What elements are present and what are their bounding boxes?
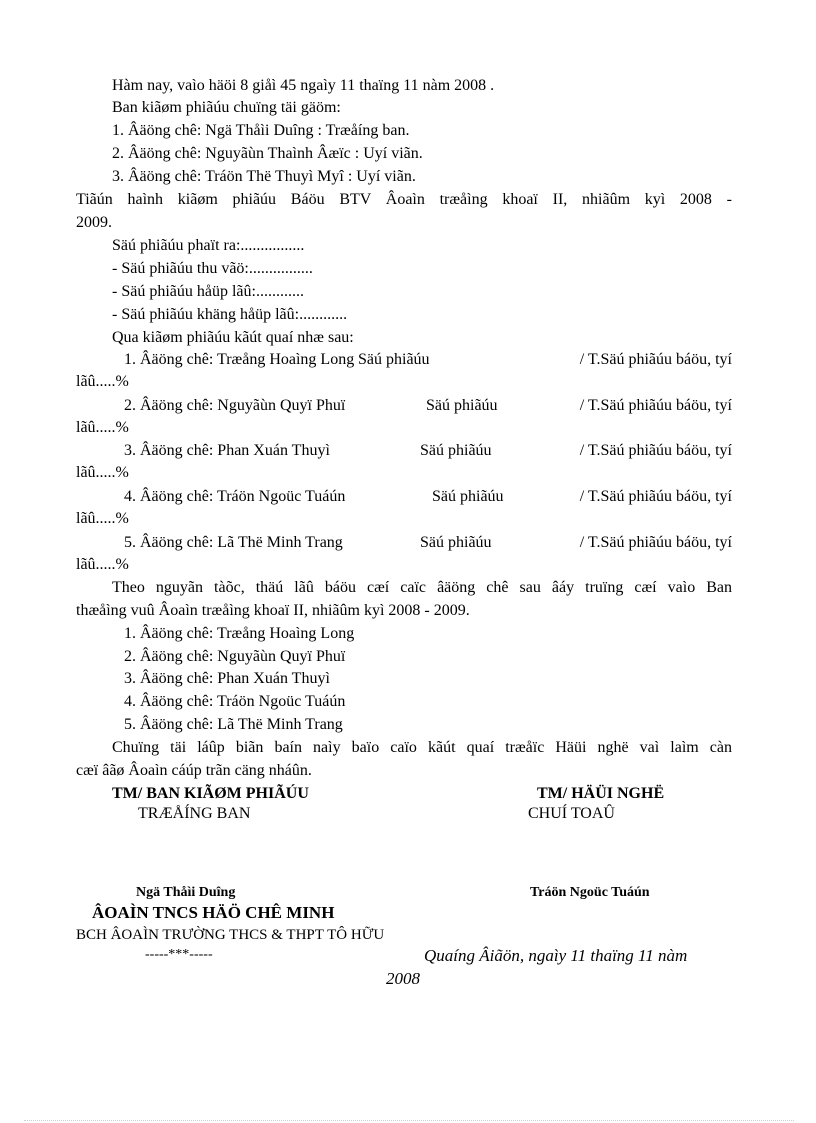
- ballots-valid: - Säú phiãúu håüp lãû:............: [112, 283, 304, 300]
- candidate-percent: lãû.....%: [76, 556, 129, 573]
- committee-heading: Ban kiãøm phiãúu chuïng täi gäöm:: [112, 99, 341, 116]
- school-name: BCH ÂOAÌN TRƯỜNG THCS & THPT TÔ HỮU: [76, 927, 385, 943]
- proceed-line: Tiãún haình kiãøm phiãúu Báöu BTV Âoaìn træåìng khoaï II, nhiãûm kyì 2008 -: [76, 191, 732, 208]
- votes-label: Säú phiãúu: [420, 534, 492, 551]
- proceed-line-end: 2009.: [76, 214, 112, 231]
- org-name: ÂOAÌN TNCS HÄÖ CHÊ MINH: [92, 903, 335, 922]
- votes-label: Säú phiãúu: [426, 397, 498, 414]
- candidate-percent: lãû.....%: [76, 373, 129, 390]
- ballots-invalid: - Säú phiãúu khäng håüp lãû:............: [112, 306, 348, 323]
- page-edge-divider: [24, 1120, 794, 1121]
- ratio-label: / T.Säú phiãúu báöu, tyí: [579, 442, 732, 459]
- committee-member: 3. Âäöng chê: Tráön Thë Thuyì Myî : Uyí viãn.: [112, 168, 416, 185]
- elected-item: 1. Âäöng chê: Træång Hoaìng Long: [124, 625, 355, 642]
- principle-line: Theo nguyãn tàõc, thäú lãû báöu cæí caïc âäöng chê sau âáy truïng cæí vaìo Ban: [112, 579, 732, 596]
- candidate-name: 4. Âäöng chê: Tráön Ngoüc Tuáún: [124, 488, 346, 505]
- candidate-percent: lãû.....%: [76, 464, 129, 481]
- place-date-year: 2008: [386, 969, 420, 988]
- elected-item: 4. Âäöng chê: Tráön Ngoüc Tuáún: [124, 693, 346, 710]
- elected-item: 3. Âäöng chê: Phan Xuán Thuyì: [124, 670, 330, 687]
- left-signer-name: Ngä Thåìi Duîng: [136, 885, 236, 900]
- elected-item: 5. Âäöng chê: Lã Thë Minh Trang: [124, 716, 343, 733]
- date-line: Hàm nay, vaìo häöi 8 giåì 45 ngaìy 11 thaïng 11 nàm 2008 .: [112, 77, 495, 94]
- candidate-percent: lãû.....%: [76, 510, 129, 527]
- ratio-label: / T.Säú phiãúu báöu, tyí: [579, 397, 732, 414]
- ratio-label: / T.Säú phiãúu báöu, tyí: [579, 534, 732, 551]
- candidate-row: [76, 396, 732, 416]
- principle-line-end: thæåìng vuû Âoaìn træåìng khoaï II, nhiãûm kyì 2008 - 2009.: [76, 602, 470, 619]
- right-signature-title: TM/ HÄÜI NGHË: [537, 785, 665, 802]
- committee-member: 1. Âäöng chê: Ngä Thåìi Duîng : Træåíng ban.: [112, 122, 410, 139]
- separator-stars: -----***-----: [145, 947, 213, 962]
- closing-line-end: cæï âãø Âoaìn cáúp trãn cäng nháûn.: [76, 762, 312, 779]
- candidate-row: [76, 533, 732, 553]
- results-heading: Qua kiãøm phiãúu kãút quaí nhæ sau:: [112, 329, 354, 346]
- candidate-row: [76, 441, 732, 461]
- ratio-label: / T.Säú phiãúu báöu, tyí: [579, 351, 732, 368]
- candidate-name: 3. Âäöng chê: Phan Xuán Thuyì: [124, 442, 330, 459]
- right-signer-name: Tráön Ngoüc Tuáún: [530, 885, 650, 900]
- right-signature-role: CHUÍ TOAÛ: [528, 805, 615, 822]
- candidate-name: 2. Âäöng chê: Nguyãùn Quyï Phuï: [124, 397, 346, 414]
- candidate-row: [76, 350, 732, 370]
- left-signature-role: TRÆÅÍNG BAN: [138, 805, 251, 822]
- ballots-issued: Säú phiãúu phaït ra:................: [112, 237, 305, 254]
- ratio-label: / T.Säú phiãúu báöu, tyí: [579, 488, 732, 505]
- committee-member: 2. Âäöng chê: Nguyãùn Thaình Âæïc : Uyí viãn.: [112, 145, 423, 162]
- votes-label: Säú phiãúu: [432, 488, 504, 505]
- ballots-collected: - Säú phiãúu thu vãö:................: [112, 260, 313, 277]
- candidate-name: 1. Âäöng chê: Træång Hoaìng Long: [124, 351, 355, 368]
- closing-line: Chuïng täi láûp biãn baín naìy baïo caïo kãút quaí træåïc Häüi nghë vaì laìm càn: [112, 739, 732, 756]
- votes-label: Säú phiãúu: [358, 351, 430, 368]
- candidate-name: 5. Âäöng chê: Lã Thë Minh Trang: [124, 534, 343, 551]
- place-date: Quaíng Âiãön, ngaìy 11 thaïng 11 nàm: [424, 946, 688, 965]
- candidate-percent: lãû.....%: [76, 419, 129, 436]
- left-signature-title: TM/ BAN KIÃØM PHIÃÚU: [112, 785, 309, 802]
- votes-label: Säú phiãúu: [420, 442, 492, 459]
- candidate-row: [76, 487, 732, 507]
- elected-item: 2. Âäöng chê: Nguyãùn Quyï Phuï: [124, 648, 346, 665]
